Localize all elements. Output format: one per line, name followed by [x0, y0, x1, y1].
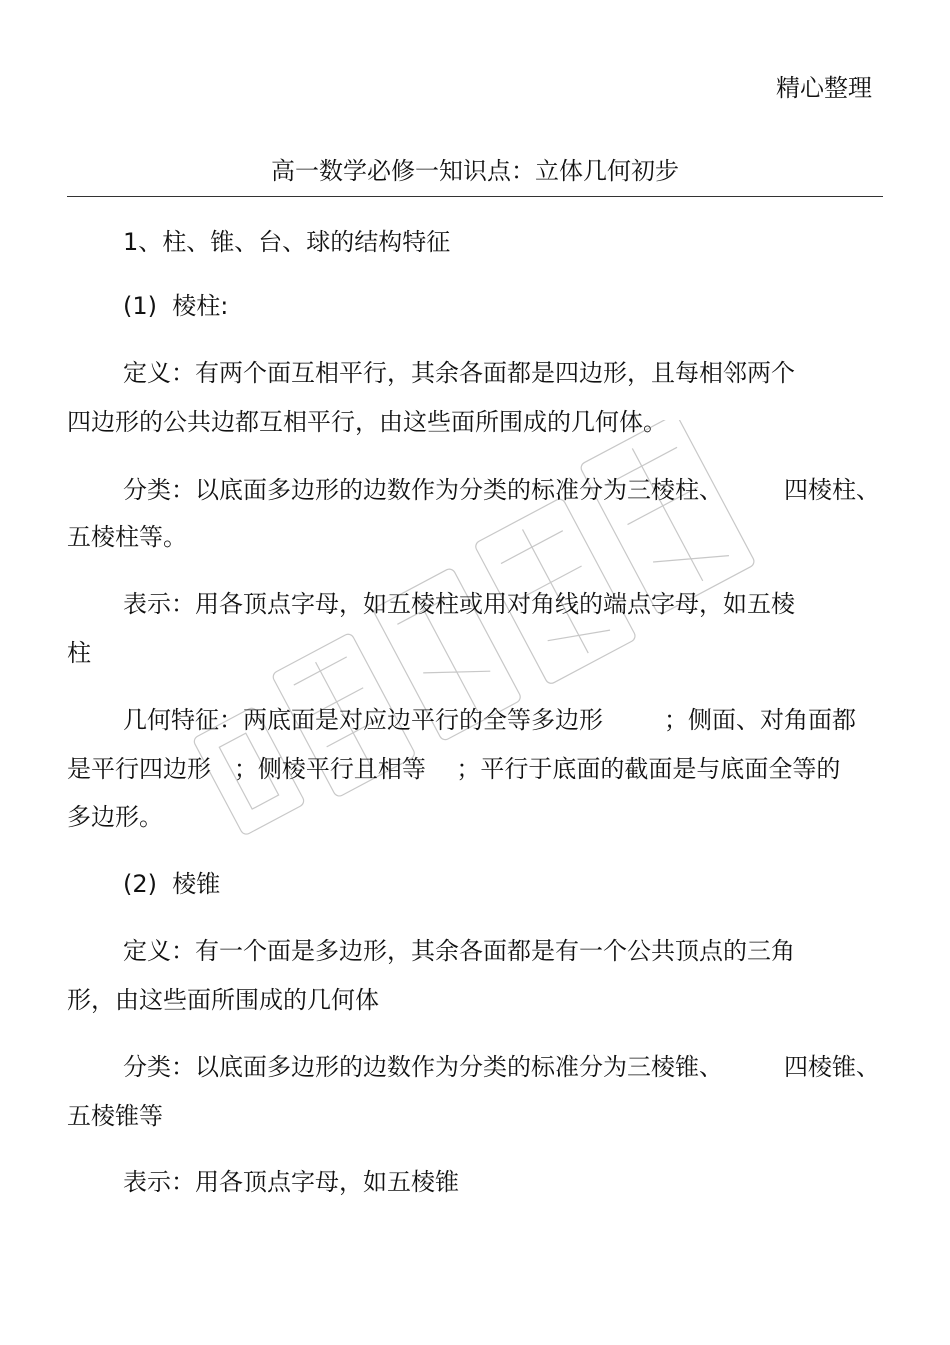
paragraph-line: 分类：以底面多边形的边数作为分类的标准分为三棱锥、 四棱锥、	[123, 1053, 881, 1081]
paragraph-line: 五棱柱等。	[67, 523, 187, 551]
paragraph-line: 形，由这些面所围成的几何体	[67, 986, 379, 1014]
paragraph-line: 几何特征：两底面是对应边平行的全等多边形 ；侧面、对角面都	[123, 706, 857, 734]
paragraph-line: 多边形。	[67, 803, 163, 831]
title-divider	[67, 196, 883, 197]
paragraph-line: 柱	[67, 639, 91, 667]
paragraph-line: 定义：有两个面互相平行，其余各面都是四边形，且每相邻两个	[123, 359, 795, 387]
subsection-heading-pyramid: (2) 棱锥	[123, 870, 221, 898]
paragraph-line: 定义：有一个面是多边形，其余各面都是有一个公共顶点的三角	[123, 937, 795, 965]
paragraph-line: 表示：用各顶点字母，如五棱锥	[123, 1168, 459, 1196]
section-heading: 1、柱、锥、台、球的结构特征	[123, 228, 451, 256]
paragraph-line: 四边形的公共边都互相平行，由这些面所围成的几何体。	[67, 408, 667, 436]
header-label: 精心整理	[776, 74, 872, 102]
paragraph-line: 表示：用各顶点字母，如五棱柱或用对角线的端点字母，如五棱	[123, 590, 795, 618]
subsection-heading-prism: (1) 棱柱:	[123, 292, 229, 320]
paragraph-line: 分类：以底面多边形的边数作为分类的标准分为三棱柱、 四棱柱、	[123, 476, 881, 504]
paragraph-line: 是平行四边形 ；侧棱平行且相等 ；平行于底面的截面是与底面全等的	[67, 755, 841, 783]
paragraph-line: 五棱锥等	[67, 1102, 163, 1130]
page-title: 高一数学必修一知识点：立体几何初步	[271, 157, 679, 185]
